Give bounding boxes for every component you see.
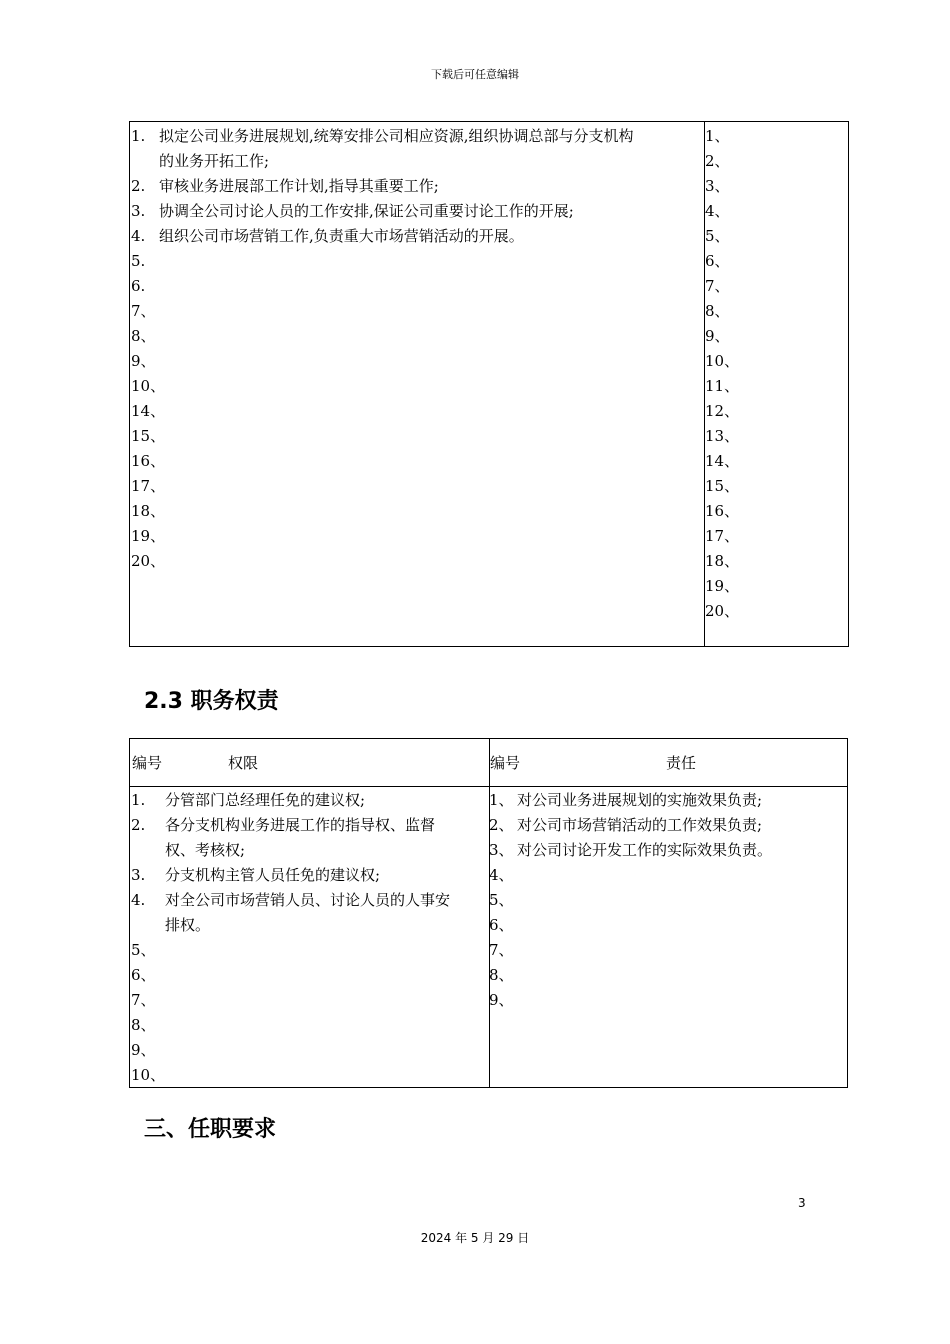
header-authority-number: 编号 <box>132 754 163 772</box>
duty-item-number: 20、 <box>131 552 166 570</box>
duty-item-number: 16、 <box>131 452 166 470</box>
duty-item-number: 1. <box>131 127 146 145</box>
authority-item-text: 分管部门总经理任免的建议权; <box>165 791 366 809</box>
duty-item-number: 5. <box>131 252 146 270</box>
duty-item-text: 审核业务进展部工作计划,指导其重要工作; <box>159 177 439 195</box>
page-number: 3 <box>798 1196 806 1210</box>
duty-number-item: 20、 <box>705 602 740 620</box>
duty-number-item: 10、 <box>705 352 740 370</box>
duty-number-item: 7、 <box>705 277 730 295</box>
duty-item-number: 2. <box>131 177 146 195</box>
responsibility-item-number: 7、 <box>489 941 514 959</box>
duty-item-number: 4. <box>131 227 146 245</box>
header-authority: 权限 <box>228 754 259 772</box>
responsibility-item-text: 对公司讨论开发工作的实际效果负责。 <box>517 841 773 859</box>
duty-item-number: 14、 <box>131 402 166 420</box>
duty-item-text: 协调全公司讨论人员的工作安排,保证公司重要讨论工作的开展; <box>159 202 574 220</box>
duty-number-item: 17、 <box>705 527 740 545</box>
duty-item-text: 的业务开拓工作; <box>159 152 270 170</box>
authority-item-number: 9、 <box>131 1041 156 1059</box>
responsibility-item-number: 9、 <box>489 991 514 1009</box>
authority-item-text: 权、考核权; <box>165 841 246 859</box>
duty-item-number: 10、 <box>131 377 166 395</box>
responsibility-item-number: 6、 <box>489 916 514 934</box>
duty-number-item: 13、 <box>705 427 740 445</box>
duty-number-item: 19、 <box>705 577 740 595</box>
authority-item-number: 2. <box>131 816 146 834</box>
duty-number-item: 8、 <box>705 302 730 320</box>
authority-item-number: 10、 <box>131 1066 166 1084</box>
duties-table <box>129 121 849 647</box>
responsibility-item-text: 对公司业务进展规划的实施效果负责; <box>517 791 763 809</box>
duty-number-item: 11、 <box>705 377 740 395</box>
authority-item-number: 8、 <box>131 1016 156 1034</box>
duty-number-item: 3、 <box>705 177 730 195</box>
duty-number-item: 4、 <box>705 202 730 220</box>
responsibility-item-number: 5、 <box>489 891 514 909</box>
duty-number-item: 14、 <box>705 452 740 470</box>
duty-item-number: 6. <box>131 277 146 295</box>
duty-item-number: 18、 <box>131 502 166 520</box>
authority-responsibility-table <box>129 738 848 1088</box>
authority-item-number: 7、 <box>131 991 156 1009</box>
authority-item-text: 排权。 <box>165 916 211 934</box>
duty-item-text: 拟定公司业务进展规划,统筹安排公司相应资源,组织协调总部与分支机构 <box>159 127 634 145</box>
duty-number-item: 16、 <box>705 502 740 520</box>
responsibility-item-number: 2、 <box>489 816 514 834</box>
authority-item-text: 对全公司市场营销人员、讨论人员的人事安 <box>165 891 451 909</box>
duty-item-number: 8、 <box>131 327 156 345</box>
duty-item-text: 组织公司市场营销工作,负责重大市场营销活动的开展。 <box>159 227 524 245</box>
duty-item-number: 3. <box>131 202 146 220</box>
header-responsibility: 责任 <box>666 754 697 772</box>
duty-item-number: 9、 <box>131 352 156 370</box>
duty-item-number: 7、 <box>131 302 156 320</box>
duty-item-number: 15、 <box>131 427 166 445</box>
duty-number-item: 5、 <box>705 227 730 245</box>
responsibility-item-number: 4、 <box>489 866 514 884</box>
authority-item-number: 4. <box>131 891 146 909</box>
authority-item-number: 6、 <box>131 966 156 984</box>
duty-number-item: 2、 <box>705 152 730 170</box>
page-header: 下载后可任意编辑 <box>431 68 519 81</box>
responsibility-item-number: 8、 <box>489 966 514 984</box>
section-heading-duties-authority: 2.3 职务权责 <box>144 689 279 714</box>
authority-item-number: 1. <box>131 791 146 809</box>
responsibility-item-number: 3、 <box>489 841 514 859</box>
duty-item-number: 19、 <box>131 527 166 545</box>
duty-number-item: 12、 <box>705 402 740 420</box>
duty-number-item: 1、 <box>705 127 730 145</box>
authority-item-text: 各分支机构业务进展工作的指导权、监督 <box>165 816 436 834</box>
table-header-divider <box>130 786 847 787</box>
duty-number-item: 6、 <box>705 252 730 270</box>
duty-number-item: 9、 <box>705 327 730 345</box>
responsibility-item-text: 对公司市场营销活动的工作效果负责; <box>517 816 763 834</box>
authority-item-text: 分支机构主管人员任免的建议权; <box>165 866 381 884</box>
duty-number-item: 15、 <box>705 477 740 495</box>
section-heading-job-requirements: 三、任职要求 <box>144 1117 277 1142</box>
duty-item-number: 17、 <box>131 477 166 495</box>
header-responsibility-number: 编号 <box>490 754 521 772</box>
responsibility-item-number: 1、 <box>489 791 514 809</box>
footer-date: 2024 年 5 月 29 日 <box>420 1231 530 1245</box>
duty-number-item: 18、 <box>705 552 740 570</box>
authority-item-number: 3. <box>131 866 146 884</box>
authority-item-number: 5、 <box>131 941 156 959</box>
